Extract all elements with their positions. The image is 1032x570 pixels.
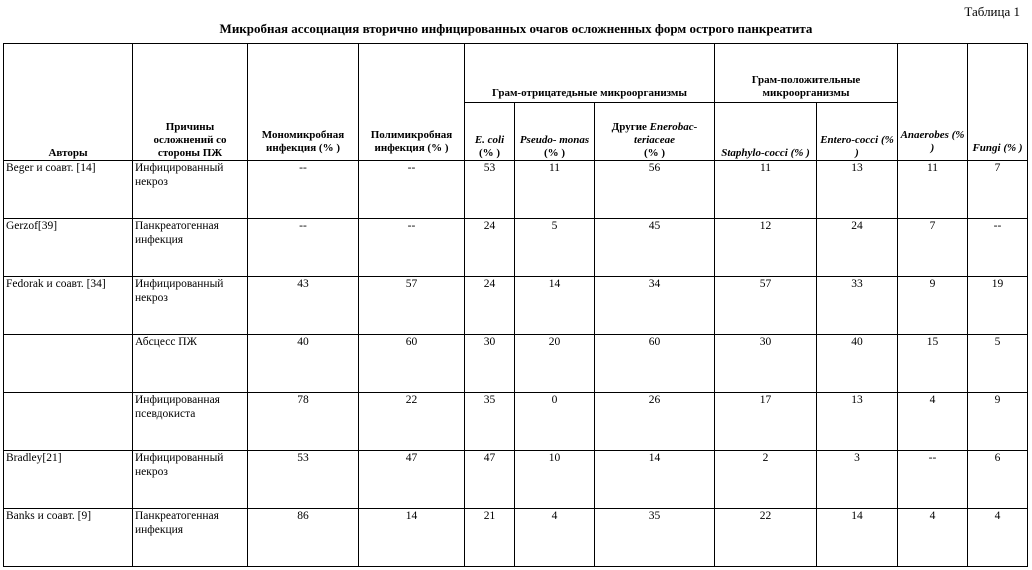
header-causes: Причины осложнений со стороны ПЖ — [133, 44, 248, 161]
cell-ecoli: 47 — [465, 451, 515, 509]
table-row — [4, 219, 1028, 277]
header-enterococci: Entero-cocci (% ) — [817, 103, 898, 161]
enterobacteriaceae-prefix: Другие — [611, 121, 650, 133]
cell-author: Bradley[21] — [4, 451, 133, 509]
cell-anaerobes: 4 — [898, 393, 968, 451]
cell-ecoli: 53 — [465, 161, 515, 219]
cell-mono: 86 — [248, 509, 359, 567]
cell-mono: 43 — [248, 277, 359, 335]
cell-anaerobes: 11 — [898, 161, 968, 219]
cell-staph: 2 — [715, 451, 817, 509]
cell-cause: Абсцесс ПЖ — [133, 335, 248, 393]
cell-mono: 40 — [248, 335, 359, 393]
header-gram-positive — [715, 44, 898, 103]
pseudomonas-unit: (% ) — [543, 147, 566, 159]
table-row — [4, 161, 1028, 219]
cell-pseudo: 20 — [515, 335, 595, 393]
cell-pseudo: 0 — [515, 393, 595, 451]
cell-anaerobes: 9 — [898, 277, 968, 335]
ecoli-unit: (% ) — [478, 147, 501, 159]
cell-poly: 22 — [359, 393, 465, 451]
gram-negative-label: Грам-отрицатедьные микроорганизмы — [492, 87, 687, 99]
header-ecoli — [465, 103, 515, 161]
cell-entero: 26 — [595, 393, 715, 451]
cell-poly: 57 — [359, 277, 465, 335]
table-row — [4, 509, 1028, 567]
cell-author: Gerzof[39] — [4, 219, 133, 277]
cell-mono: -- — [248, 161, 359, 219]
cell-cause: Инфицированная псевдокиста — [133, 393, 248, 451]
cell-staph: 17 — [715, 393, 817, 451]
cell-author — [4, 393, 133, 451]
table-row — [4, 335, 1028, 393]
cell-author: Fedorak и соавт. [34] — [4, 277, 133, 335]
cell-staph: 57 — [715, 277, 817, 335]
cell-cause: Панкреатогенная инфекция — [133, 219, 248, 277]
cell-cause: Инфицированный некроз — [133, 451, 248, 509]
cell-fungi: 9 — [968, 393, 1028, 451]
cell-entero: 56 — [595, 161, 715, 219]
cell-ecoli: 24 — [465, 219, 515, 277]
header-row-groups — [4, 44, 1028, 103]
cell-entero: 60 — [595, 335, 715, 393]
cell-author: Banks и соавт. [9] — [4, 509, 133, 567]
cell-pseudo: 10 — [515, 451, 595, 509]
enterobacteriaceae-unit: (% ) — [643, 147, 666, 159]
ecoli-label: E. coli — [474, 134, 505, 146]
cell-enterococci: 33 — [817, 277, 898, 335]
header-poly: Полимикробная инфекция (% ) — [359, 44, 465, 161]
cell-enterococci: 14 — [817, 509, 898, 567]
cell-mono: -- — [248, 219, 359, 277]
cell-fungi: 4 — [968, 509, 1028, 567]
cell-author: Beger и соавт. [14] — [4, 161, 133, 219]
cell-enterococci: 40 — [817, 335, 898, 393]
cell-cause: Инфицированный некроз — [133, 161, 248, 219]
cell-entero: 35 — [595, 509, 715, 567]
cell-poly: 60 — [359, 335, 465, 393]
cell-ecoli: 30 — [465, 335, 515, 393]
header-fungi: Fungi (% ) — [968, 44, 1028, 161]
cell-cause: Панкреатогенная инфекция — [133, 509, 248, 567]
header-enterobacteriaceae — [595, 103, 715, 161]
cell-enterococci: 13 — [817, 161, 898, 219]
cell-staph: 30 — [715, 335, 817, 393]
cell-staph: 22 — [715, 509, 817, 567]
header-authors: Авторы — [4, 44, 133, 161]
page-title: Микробная ассоциация вторично инфицированных очагов осложненных форм острого панкреатита — [219, 21, 813, 36]
enterobacteriaceae-label: Enerobac- teriaceae — [634, 121, 698, 146]
header-gram-negative — [465, 44, 715, 103]
cell-ecoli: 24 — [465, 277, 515, 335]
cell-cause: Инфицированный некроз — [133, 277, 248, 335]
cell-pseudo: 14 — [515, 277, 595, 335]
header-staphylococci: Staphylo-cocci (% ) — [715, 103, 817, 161]
cell-anaerobes: 7 — [898, 219, 968, 277]
cell-fungi: 19 — [968, 277, 1028, 335]
microbial-association-table — [3, 43, 1028, 567]
cell-pseudo: 5 — [515, 219, 595, 277]
cell-fungi: 7 — [968, 161, 1028, 219]
cell-anaerobes: -- — [898, 451, 968, 509]
cell-fungi: 6 — [968, 451, 1028, 509]
table-row — [4, 451, 1028, 509]
cell-author — [4, 335, 133, 393]
table-number: Таблица 1 — [964, 4, 1020, 19]
cell-mono: 78 — [248, 393, 359, 451]
cell-staph: 11 — [715, 161, 817, 219]
cell-anaerobes: 4 — [898, 509, 968, 567]
cell-entero: 45 — [595, 219, 715, 277]
gram-positive-label: Грам-положительные микроорганизмы — [751, 74, 861, 99]
cell-mono: 53 — [248, 451, 359, 509]
header-anaerobes: Anaerobes (% ) — [898, 44, 968, 161]
cell-poly: -- — [359, 161, 465, 219]
cell-enterococci: 13 — [817, 393, 898, 451]
table-row — [4, 277, 1028, 335]
cell-ecoli: 35 — [465, 393, 515, 451]
header-mono: Мономикробная инфекция (% ) — [248, 44, 359, 161]
cell-ecoli: 21 — [465, 509, 515, 567]
header-pseudomonas — [515, 103, 595, 161]
cell-entero: 34 — [595, 277, 715, 335]
cell-poly: 47 — [359, 451, 465, 509]
pseudomonas-label: Pseudo- monas — [519, 134, 590, 146]
cell-staph: 12 — [715, 219, 817, 277]
cell-entero: 14 — [595, 451, 715, 509]
cell-fungi: 5 — [968, 335, 1028, 393]
cell-poly: -- — [359, 219, 465, 277]
cell-poly: 14 — [359, 509, 465, 567]
cell-enterococci: 24 — [817, 219, 898, 277]
cell-pseudo: 4 — [515, 509, 595, 567]
cell-anaerobes: 15 — [898, 335, 968, 393]
cell-fungi: -- — [968, 219, 1028, 277]
cell-enterococci: 3 — [817, 451, 898, 509]
cell-pseudo: 11 — [515, 161, 595, 219]
table-row — [4, 393, 1028, 451]
